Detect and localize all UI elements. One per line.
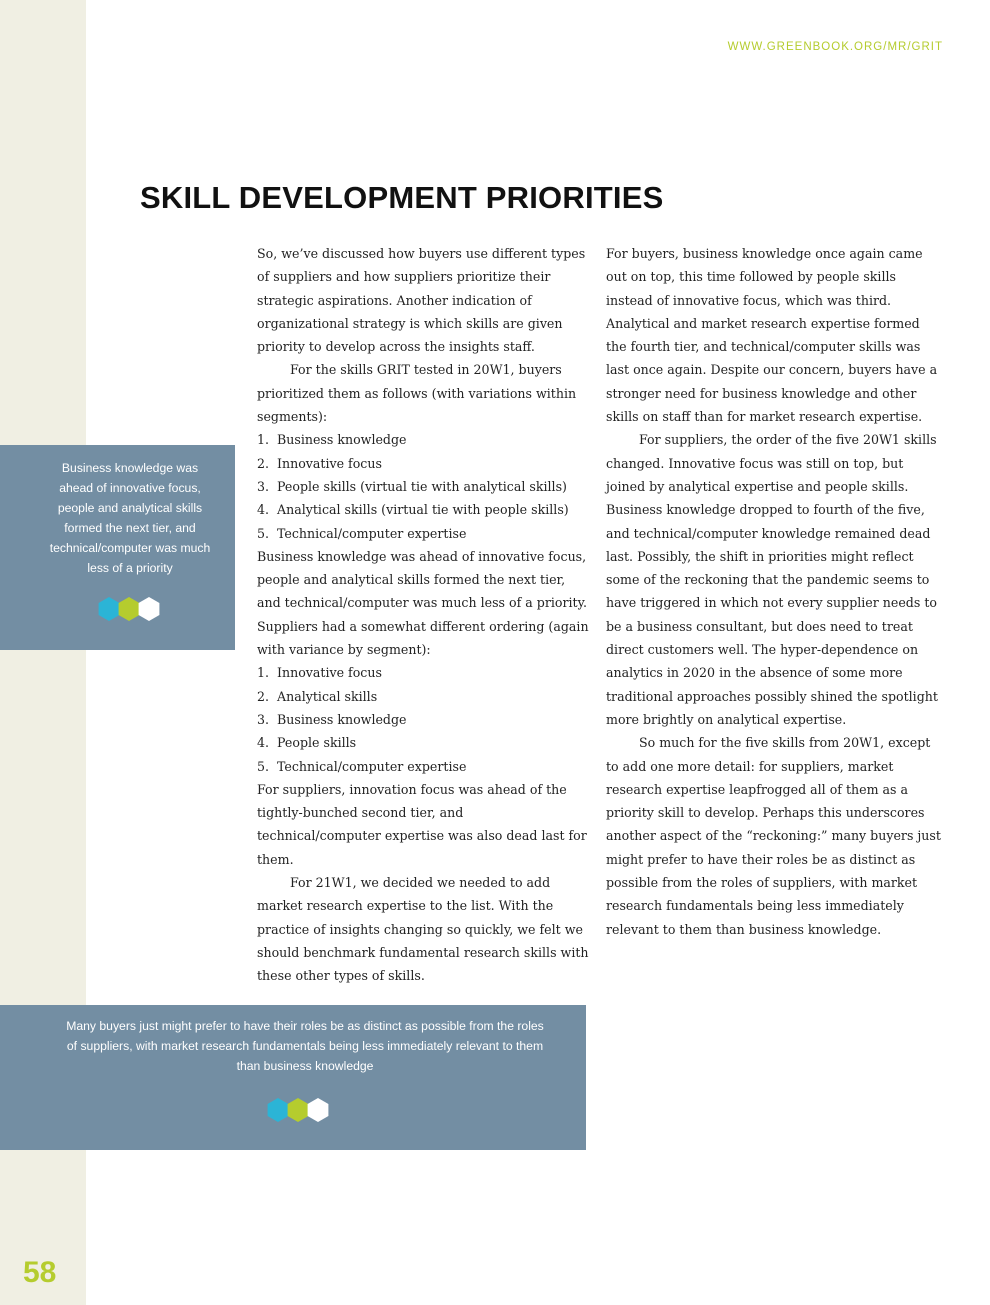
left-column — [257, 242, 589, 988]
list-number: 3. — [257, 711, 270, 727]
list-item — [257, 755, 589, 778]
list-number: 2. — [257, 455, 270, 471]
list-number: 4. — [257, 735, 270, 751]
list-text: Technical/computer expertise — [277, 525, 467, 541]
pull-quote-box — [0, 445, 235, 650]
hexagon-cluster-icon — [98, 597, 158, 621]
list-item — [257, 731, 589, 754]
pull-quote-text: Many buyers just might prefer to have their roles be as distinct as possible from the roles of suppliers, with market research fundamentals being less immediately relevant to them than business knowledge — [66, 1019, 544, 1073]
list-number: 1. — [257, 665, 270, 681]
pull-quote-box — [0, 1005, 586, 1150]
body-paragraph: Business knowledge was ahead of innovative focus, people and analytical skills formed the next tier, and technical/computer was much less of a priority. Suppliers had a somewhat different ordering (again with variance by segment): — [257, 548, 589, 658]
list-number: 3. — [257, 478, 270, 494]
list-text: Business knowledge — [277, 432, 407, 448]
list-item — [257, 475, 589, 498]
buyer-skill-list — [257, 428, 589, 544]
list-item — [257, 452, 589, 475]
body-paragraph: So much for the five skills from 20W1, except to add one more detail: for suppliers, market research expertise leapfrogged all of them as a priority skill to develop. Perhaps this underscores another aspect of the “reckoning:” many buyers just might prefer to have their roles be as distinct as possible from the roles of suppliers, with market research fundamentals being less immediately relevant to them than business knowledge. — [606, 735, 941, 937]
list-number: 2. — [257, 688, 270, 704]
list-text: Analytical skills (virtual tie with people skills) — [277, 502, 569, 518]
hexagon-cluster-icon — [267, 1098, 327, 1122]
list-item — [257, 498, 589, 521]
body-paragraph: So, we’ve discussed how buyers use different types of suppliers and how suppliers prioritize their strategic aspirations. Another indication of organizational strategy is which skills are given priority to develop across the insights staff. — [257, 246, 586, 355]
list-text: Analytical skills — [277, 688, 378, 704]
page-number: 58 — [23, 1256, 57, 1289]
list-text: People skills — [277, 735, 357, 751]
right-column — [606, 242, 942, 941]
list-item — [257, 522, 589, 545]
pull-quote-text: Business knowledge was ahead of innovative focus, people and analytical skills formed the next tier, and technical/computer was much less of a priority — [49, 461, 211, 575]
hexagon-blue-icon — [267, 1098, 289, 1122]
list-item — [257, 685, 589, 708]
supplier-skill-list — [257, 661, 589, 777]
list-text: Innovative focus — [277, 665, 382, 681]
list-number: 4. — [257, 502, 270, 518]
hexagon-green-icon — [118, 597, 140, 621]
body-paragraph: For buyers, business knowledge once again came out on top, this time followed by people skills instead of innovative focus, which was third. Analytical and market research expertise formed the fourth tier, and technical/computer skills was last once again. Despite our concern, buyers have a stronger need for business knowledge and other skills on staff than for market research expertise. — [606, 246, 938, 425]
list-text: Innovative focus — [277, 455, 382, 471]
list-text: Business knowledge — [277, 711, 407, 727]
header-url[interactable]: WWW.GREENBOOK.ORG/MR/GRIT — [727, 41, 943, 53]
body-paragraph: For suppliers, innovation focus was ahead of the tightly-bunched second tier, and technical/computer expertise was also dead last for them. — [257, 781, 587, 867]
list-item — [257, 708, 589, 731]
body-paragraph: For 21W1, we decided we needed to add market research expertise to the list. With the practice of insights changing so quickly, we felt we should benchmark fundamental research skills with these other types of skills. — [257, 875, 589, 984]
hexagon-green-icon — [287, 1098, 309, 1122]
list-item — [257, 428, 589, 451]
list-number: 5. — [257, 758, 270, 774]
page-title: SKILL DEVELOPMENT PRIORITIES — [140, 180, 664, 215]
hexagon-blue-icon — [98, 597, 120, 621]
list-text: People skills (virtual tie with analytical skills) — [277, 478, 567, 494]
hexagon-white-icon — [307, 1098, 329, 1122]
list-text: Technical/computer expertise — [277, 758, 467, 774]
list-number: 5. — [257, 525, 270, 541]
list-number: 1. — [257, 432, 270, 448]
list-item — [257, 661, 589, 684]
hexagon-white-icon — [138, 597, 160, 621]
body-paragraph: For suppliers, the order of the five 20W1 skills changed. Innovative focus was still on top, but joined by analytical expertise and people skills. Business knowledge dropped to fourth of the five, and technical/computer knowledge remained dead last. Possibly, the shift in priorities might reflect some of the reckoning that the pandemic seems to have triggered in which not every supplier needs to be a business consultant, but does need to treat direct customers well. The hyper-dependence on analytics in 2020 in the absence of some more traditional approaches possibly shined the spotlight more brightly on analytical expertise. — [606, 432, 938, 727]
body-paragraph: For the skills GRIT tested in 20W1, buyers prioritized them as follows (with variations within segments): — [257, 362, 577, 425]
